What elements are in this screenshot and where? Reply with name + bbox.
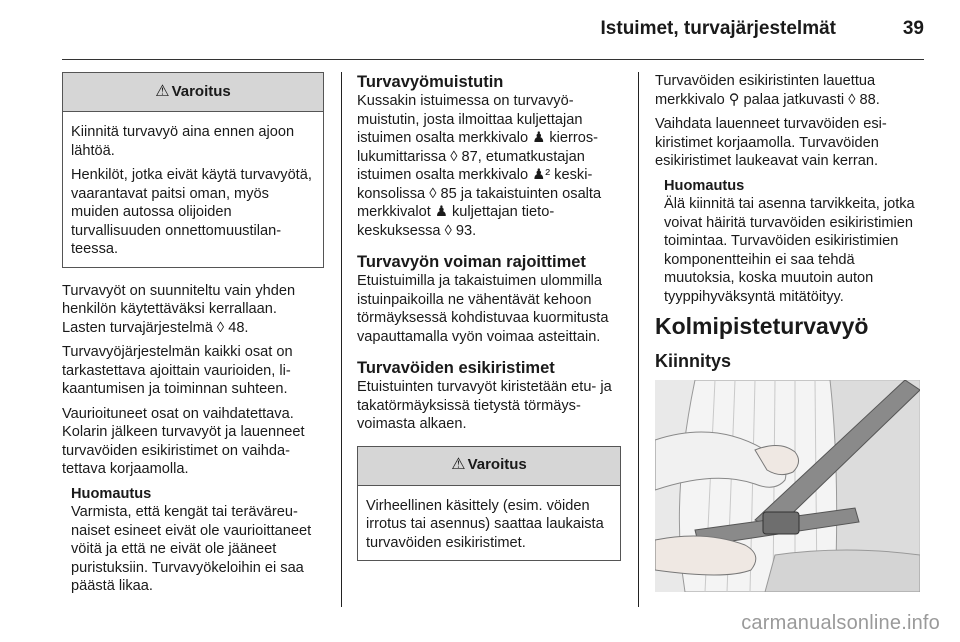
note-text: Varmista, että kengät tai teräväreunaiset esineet eivät ole vaurioittaneet vöitä ja että ne eivät ole jääneet puristuksiin. Turvavyökeloihin ei saa päästä likaa.	[71, 504, 312, 594]
header-divider	[62, 59, 924, 60]
note	[655, 177, 920, 307]
warning-body	[358, 486, 620, 561]
chapter-heading: Kolmipisteturvavyö	[655, 313, 869, 339]
warning-triangle-icon: ⚠	[451, 456, 466, 474]
seatbelt-fastening-illustration	[655, 380, 920, 592]
page-header	[62, 14, 924, 50]
paragraph: Kussakin istuimessa on turvavyömuistutin, josta ilmoittaa kuljettajan istuimen osalta merkkivalo ♟ kierroslukumittarissa ◊ 87, etumatkustajan istuimen osalta merkkivalo ♟² keskikonsolissa ◊ 85 ja takaistuinten osalta merkkivalot ♟ kuljettajan tietokeskuksessa ◊ 93.	[357, 93, 602, 239]
warning-text: Virheellinen käsittely (esim. vöiden irrotus tai asennus) saattaa laukaista turvavöiden esikiristimet.	[366, 497, 604, 551]
paragraph: Etuistuimilla ja takaistuimen ulommilla istuinpaikoilla ne vähentävät kehoon törmäyksessä kohdistuvaa kuormitusta vapauttamalla vyön voimaa asteittain.	[357, 273, 609, 345]
section-heading: Turvavyömuistutin	[357, 73, 504, 91]
section-heading: Turvavöiden esikiristimet	[357, 359, 555, 377]
paragraph: Turvavyöjärjestelmän kaikki osat on tarkastettava ajoittain vaurioiden, likaantumisen ja toiminnan suhteen.	[62, 344, 293, 397]
warning-title: Varoitus	[171, 82, 231, 100]
column-divider-1	[341, 72, 342, 607]
warning-text: Henkilöt, jotka eivät käytä turvavyötä, vaarantavat paitsi oman, myös muiden autossa olijoiden turvallisuuden onnettomuustilanteessa.	[71, 167, 312, 257]
note-text: Älä kiinnitä tai asenna tarvikkeita, jotka voivat häiritä turvavöiden esikiristimien toimintaa. Turvavöiden esikiristimien komponentteihin ei saa tehdä muutoksia, koska muutoin auton tyyppihyväksyntä mitätöityy.	[664, 196, 915, 305]
warning-box	[62, 72, 324, 268]
section-heading: Turvavyön voiman rajoittimet	[357, 253, 586, 271]
note	[62, 485, 324, 596]
subsection-heading: Kiinnitys	[655, 351, 732, 371]
warning-body	[63, 112, 323, 267]
warning-title: Varoitus	[467, 456, 527, 474]
paragraph: Vaurioituneet osat on vaihdatettava. Kolarin jälkeen turvavyöt ja lauenneet turvavöiden esikiristimet on vaihdatettava korjaamolla.	[62, 405, 305, 477]
paragraph: Turvavöiden esikiristinten lauettua merkkivalo ⚲ palaa jatkuvasti ◊ 88.	[655, 73, 880, 108]
watermark: carmanualsonline.info	[741, 612, 940, 634]
column-1	[62, 72, 324, 602]
warning-box	[357, 446, 621, 562]
warning-text: Kiinnitä turvavyö aina ennen ajoon lähtöä.	[71, 124, 295, 159]
paragraph: Turvavyöt on suunniteltu vain yhden henkilön käytettäväksi kerrallaan. Lasten turvajärjestelmä ◊ 48.	[62, 282, 296, 336]
column-3	[655, 72, 920, 382]
warning-header	[358, 447, 620, 486]
column-divider-2	[638, 72, 639, 607]
paragraph: Etuistuinten turvavyöt kiristetään etu- ja takatörmäyksissä tietystä törmäysvoimasta alkaen.	[357, 379, 612, 432]
note-title: Huomautus	[664, 177, 745, 194]
page-title: Istuimet, turvajärjestelmät	[600, 18, 836, 39]
page-number: 39	[902, 18, 924, 39]
warning-header	[63, 73, 323, 112]
note-title: Huomautus	[71, 485, 152, 502]
column-2	[357, 72, 621, 561]
paragraph: Vaihdata lauenneet turvavöiden esikiristimet korjaamolla. Turvavöiden esikiristimet laukeavat vain kerran.	[655, 116, 887, 169]
warning-triangle-icon: ⚠	[155, 82, 170, 100]
